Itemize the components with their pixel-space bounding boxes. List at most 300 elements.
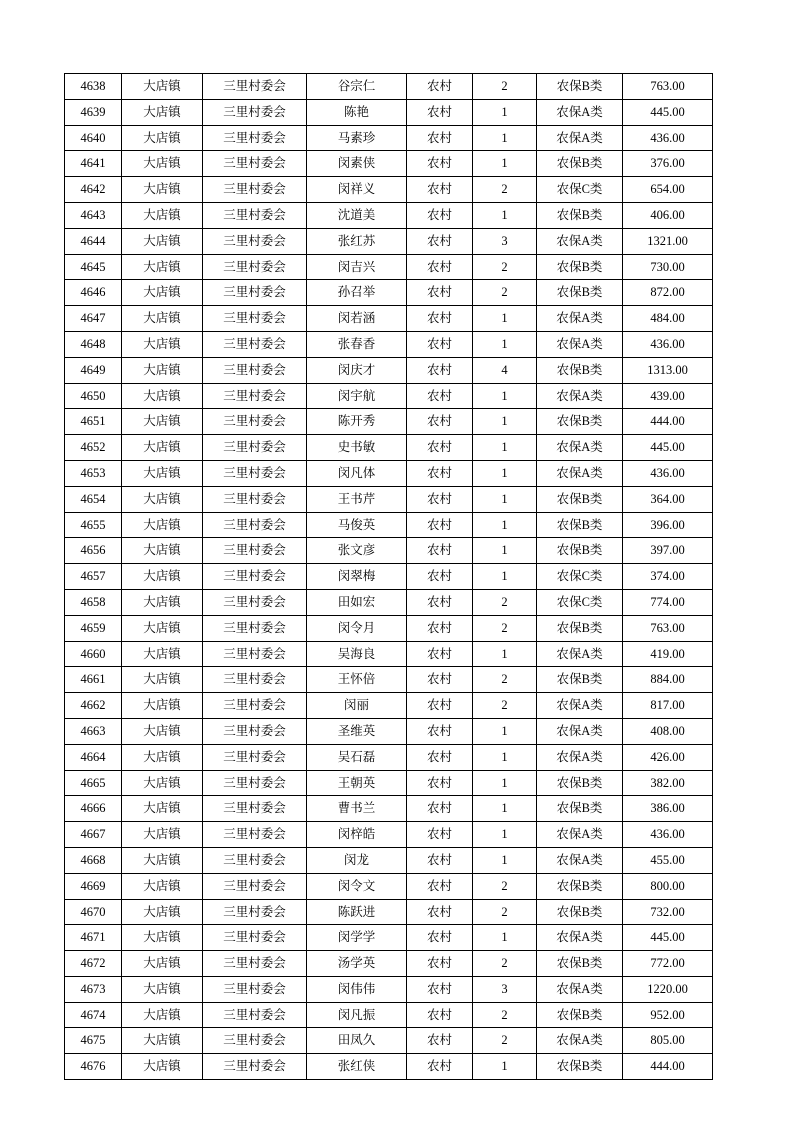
table-row: [65, 796, 713, 822]
table-row: [65, 641, 713, 667]
cell-town: 大店镇: [122, 74, 203, 100]
cell-village: 三里村委会: [203, 228, 307, 254]
cell-category: 农保A类: [537, 976, 623, 1002]
cell-count: 2: [473, 951, 537, 977]
cell-village: 三里村委会: [203, 873, 307, 899]
cell-village: 三里村委会: [203, 1054, 307, 1080]
cell-serial: 4659: [65, 615, 122, 641]
cell-residence: 农村: [407, 899, 473, 925]
cell-count: 2: [473, 177, 537, 203]
cell-serial: 4639: [65, 99, 122, 125]
table-row: [65, 435, 713, 461]
cell-residence: 农村: [407, 1002, 473, 1028]
cell-town: 大店镇: [122, 383, 203, 409]
cell-name: 圣维英: [307, 718, 407, 744]
table-row: [65, 228, 713, 254]
cell-count: 1: [473, 202, 537, 228]
cell-village: 三里村委会: [203, 1002, 307, 1028]
cell-amount: 419.00: [623, 641, 713, 667]
cell-serial: 4655: [65, 512, 122, 538]
cell-residence: 农村: [407, 770, 473, 796]
table-row: [65, 873, 713, 899]
cell-name: 田凤久: [307, 1028, 407, 1054]
cell-town: 大店镇: [122, 951, 203, 977]
cell-count: 1: [473, 331, 537, 357]
cell-amount: 436.00: [623, 125, 713, 151]
cell-village: 三里村委会: [203, 435, 307, 461]
cell-residence: 农村: [407, 822, 473, 848]
cell-category: 农保C类: [537, 177, 623, 203]
cell-village: 三里村委会: [203, 306, 307, 332]
cell-serial: 4648: [65, 331, 122, 357]
cell-name: 闵吉兴: [307, 254, 407, 280]
cell-amount: 436.00: [623, 460, 713, 486]
cell-residence: 农村: [407, 589, 473, 615]
table-row: [65, 589, 713, 615]
cell-residence: 农村: [407, 873, 473, 899]
cell-serial: 4644: [65, 228, 122, 254]
cell-count: 1: [473, 383, 537, 409]
cell-category: 农保B类: [537, 254, 623, 280]
cell-residence: 农村: [407, 74, 473, 100]
cell-village: 三里村委会: [203, 899, 307, 925]
cell-serial: 4640: [65, 125, 122, 151]
table-row: [65, 564, 713, 590]
cell-serial: 4665: [65, 770, 122, 796]
cell-count: 1: [473, 486, 537, 512]
cell-town: 大店镇: [122, 847, 203, 873]
cell-count: 2: [473, 667, 537, 693]
cell-serial: 4664: [65, 744, 122, 770]
cell-town: 大店镇: [122, 331, 203, 357]
cell-category: 农保B类: [537, 74, 623, 100]
cell-count: 3: [473, 228, 537, 254]
cell-amount: 1313.00: [623, 357, 713, 383]
cell-name: 田如宏: [307, 589, 407, 615]
cell-serial: 4674: [65, 1002, 122, 1028]
cell-count: 1: [473, 99, 537, 125]
cell-town: 大店镇: [122, 822, 203, 848]
table-row: [65, 125, 713, 151]
cell-village: 三里村委会: [203, 693, 307, 719]
cell-town: 大店镇: [122, 589, 203, 615]
cell-name: 闵梓皓: [307, 822, 407, 848]
cell-category: 农保B类: [537, 1002, 623, 1028]
cell-serial: 4676: [65, 1054, 122, 1080]
cell-amount: 364.00: [623, 486, 713, 512]
table-row: [65, 306, 713, 332]
cell-amount: 445.00: [623, 925, 713, 951]
cell-count: 1: [473, 770, 537, 796]
cell-count: 1: [473, 125, 537, 151]
cell-town: 大店镇: [122, 718, 203, 744]
cell-count: 1: [473, 744, 537, 770]
cell-name: 陈跃进: [307, 899, 407, 925]
cell-serial: 4647: [65, 306, 122, 332]
cell-category: 农保A类: [537, 718, 623, 744]
cell-category: 农保B类: [537, 667, 623, 693]
cell-name: 闵令文: [307, 873, 407, 899]
cell-residence: 农村: [407, 228, 473, 254]
cell-town: 大店镇: [122, 770, 203, 796]
cell-name: 闵凡体: [307, 460, 407, 486]
cell-serial: 4672: [65, 951, 122, 977]
cell-name: 吴石磊: [307, 744, 407, 770]
cell-serial: 4671: [65, 925, 122, 951]
cell-town: 大店镇: [122, 254, 203, 280]
cell-category: 农保B类: [537, 151, 623, 177]
cell-residence: 农村: [407, 667, 473, 693]
table-row: [65, 357, 713, 383]
cell-name: 曹书兰: [307, 796, 407, 822]
cell-village: 三里村委会: [203, 357, 307, 383]
cell-village: 三里村委会: [203, 125, 307, 151]
cell-town: 大店镇: [122, 564, 203, 590]
cell-category: 农保B类: [537, 280, 623, 306]
cell-name: 闵祥义: [307, 177, 407, 203]
cell-village: 三里村委会: [203, 280, 307, 306]
cell-category: 农保A类: [537, 331, 623, 357]
cell-category: 农保B类: [537, 796, 623, 822]
cell-village: 三里村委会: [203, 99, 307, 125]
cell-category: 农保A类: [537, 125, 623, 151]
cell-residence: 农村: [407, 512, 473, 538]
cell-category: 农保B类: [537, 202, 623, 228]
cell-town: 大店镇: [122, 486, 203, 512]
cell-name: 张春香: [307, 331, 407, 357]
cell-amount: 884.00: [623, 667, 713, 693]
cell-residence: 农村: [407, 435, 473, 461]
cell-name: 张红侠: [307, 1054, 407, 1080]
cell-town: 大店镇: [122, 306, 203, 332]
cell-count: 1: [473, 306, 537, 332]
cell-town: 大店镇: [122, 357, 203, 383]
cell-count: 2: [473, 1028, 537, 1054]
cell-serial: 4660: [65, 641, 122, 667]
cell-category: 农保A类: [537, 228, 623, 254]
cell-serial: 4666: [65, 796, 122, 822]
table-row: [65, 409, 713, 435]
cell-town: 大店镇: [122, 925, 203, 951]
cell-town: 大店镇: [122, 228, 203, 254]
table-row: [65, 718, 713, 744]
cell-village: 三里村委会: [203, 589, 307, 615]
cell-name: 马俊英: [307, 512, 407, 538]
cell-residence: 农村: [407, 744, 473, 770]
cell-amount: 730.00: [623, 254, 713, 280]
cell-name: 王怀倍: [307, 667, 407, 693]
cell-serial: 4656: [65, 538, 122, 564]
cell-amount: 805.00: [623, 1028, 713, 1054]
cell-town: 大店镇: [122, 1028, 203, 1054]
table-row: [65, 202, 713, 228]
cell-count: 2: [473, 873, 537, 899]
table-row: [65, 899, 713, 925]
cell-amount: 772.00: [623, 951, 713, 977]
table-row: [65, 331, 713, 357]
cell-residence: 农村: [407, 409, 473, 435]
table-row: [65, 383, 713, 409]
cell-residence: 农村: [407, 976, 473, 1002]
cell-residence: 农村: [407, 254, 473, 280]
cell-town: 大店镇: [122, 1054, 203, 1080]
cell-count: 1: [473, 641, 537, 667]
cell-count: 1: [473, 796, 537, 822]
cell-residence: 农村: [407, 538, 473, 564]
cell-amount: 872.00: [623, 280, 713, 306]
table-row: [65, 280, 713, 306]
cell-residence: 农村: [407, 847, 473, 873]
cell-name: 王书芹: [307, 486, 407, 512]
cell-count: 1: [473, 151, 537, 177]
cell-count: 2: [473, 280, 537, 306]
cell-town: 大店镇: [122, 538, 203, 564]
cell-amount: 382.00: [623, 770, 713, 796]
cell-village: 三里村委会: [203, 331, 307, 357]
table-row: [65, 74, 713, 100]
cell-amount: 376.00: [623, 151, 713, 177]
table-row: [65, 1054, 713, 1080]
cell-category: 农保A类: [537, 693, 623, 719]
cell-category: 农保B类: [537, 486, 623, 512]
cell-village: 三里村委会: [203, 460, 307, 486]
cell-serial: 4649: [65, 357, 122, 383]
cell-amount: 386.00: [623, 796, 713, 822]
table-row: [65, 976, 713, 1002]
cell-count: 1: [473, 564, 537, 590]
cell-name: 闵龙: [307, 847, 407, 873]
cell-serial: 4643: [65, 202, 122, 228]
cell-name: 吴海良: [307, 641, 407, 667]
cell-amount: 952.00: [623, 1002, 713, 1028]
cell-town: 大店镇: [122, 125, 203, 151]
cell-residence: 农村: [407, 177, 473, 203]
cell-category: 农保B类: [537, 770, 623, 796]
cell-village: 三里村委会: [203, 564, 307, 590]
cell-serial: 4642: [65, 177, 122, 203]
cell-category: 农保A类: [537, 641, 623, 667]
table-row: [65, 925, 713, 951]
cell-serial: 4641: [65, 151, 122, 177]
cell-category: 农保B类: [537, 1054, 623, 1080]
cell-count: 1: [473, 1054, 537, 1080]
cell-serial: 4646: [65, 280, 122, 306]
cell-name: 谷宗仁: [307, 74, 407, 100]
table-row: [65, 512, 713, 538]
cell-category: 农保A类: [537, 744, 623, 770]
cell-count: 1: [473, 718, 537, 744]
cell-residence: 农村: [407, 1028, 473, 1054]
cell-residence: 农村: [407, 331, 473, 357]
cell-village: 三里村委会: [203, 538, 307, 564]
cell-village: 三里村委会: [203, 254, 307, 280]
cell-serial: 4667: [65, 822, 122, 848]
cell-town: 大店镇: [122, 976, 203, 1002]
cell-village: 三里村委会: [203, 667, 307, 693]
cell-serial: 4663: [65, 718, 122, 744]
cell-count: 1: [473, 925, 537, 951]
cell-residence: 农村: [407, 280, 473, 306]
cell-category: 农保B类: [537, 538, 623, 564]
cell-residence: 农村: [407, 564, 473, 590]
cell-category: 农保A类: [537, 435, 623, 461]
cell-residence: 农村: [407, 125, 473, 151]
cell-residence: 农村: [407, 951, 473, 977]
cell-serial: 4652: [65, 435, 122, 461]
cell-category: 农保A类: [537, 383, 623, 409]
cell-count: 2: [473, 254, 537, 280]
cell-category: 农保A类: [537, 460, 623, 486]
cell-serial: 4661: [65, 667, 122, 693]
table-row: [65, 847, 713, 873]
cell-amount: 397.00: [623, 538, 713, 564]
cell-town: 大店镇: [122, 435, 203, 461]
table-row: [65, 1002, 713, 1028]
cell-amount: 774.00: [623, 589, 713, 615]
cell-category: 农保A类: [537, 822, 623, 848]
cell-count: 1: [473, 822, 537, 848]
cell-village: 三里村委会: [203, 718, 307, 744]
table-row: [65, 693, 713, 719]
cell-residence: 农村: [407, 1054, 473, 1080]
cell-amount: 444.00: [623, 1054, 713, 1080]
cell-village: 三里村委会: [203, 177, 307, 203]
cell-category: 农保B类: [537, 615, 623, 641]
cell-town: 大店镇: [122, 460, 203, 486]
cell-amount: 439.00: [623, 383, 713, 409]
cell-serial: 4673: [65, 976, 122, 1002]
cell-town: 大店镇: [122, 512, 203, 538]
cell-residence: 农村: [407, 460, 473, 486]
cell-count: 1: [473, 409, 537, 435]
table-row: [65, 1028, 713, 1054]
cell-serial: 4645: [65, 254, 122, 280]
table-row: [65, 770, 713, 796]
cell-serial: 4669: [65, 873, 122, 899]
cell-town: 大店镇: [122, 280, 203, 306]
cell-amount: 374.00: [623, 564, 713, 590]
cell-village: 三里村委会: [203, 847, 307, 873]
cell-serial: 4675: [65, 1028, 122, 1054]
cell-residence: 农村: [407, 796, 473, 822]
cell-residence: 农村: [407, 357, 473, 383]
cell-village: 三里村委会: [203, 202, 307, 228]
cell-category: 农保B类: [537, 357, 623, 383]
cell-residence: 农村: [407, 306, 473, 332]
cell-amount: 484.00: [623, 306, 713, 332]
cell-category: 农保B类: [537, 512, 623, 538]
cell-serial: 4650: [65, 383, 122, 409]
cell-name: 闵凡振: [307, 1002, 407, 1028]
cell-residence: 农村: [407, 99, 473, 125]
cell-count: 4: [473, 357, 537, 383]
cell-residence: 农村: [407, 486, 473, 512]
table-row: [65, 177, 713, 203]
cell-category: 农保B类: [537, 409, 623, 435]
cell-name: 闵若涵: [307, 306, 407, 332]
cell-village: 三里村委会: [203, 486, 307, 512]
cell-serial: 4638: [65, 74, 122, 100]
cell-village: 三里村委会: [203, 409, 307, 435]
table-row: [65, 822, 713, 848]
cell-amount: 406.00: [623, 202, 713, 228]
cell-village: 三里村委会: [203, 976, 307, 1002]
table-row: [65, 615, 713, 641]
cell-name: 闵丽: [307, 693, 407, 719]
cell-name: 闵令月: [307, 615, 407, 641]
subsidy-roster-table: [64, 73, 713, 1080]
cell-residence: 农村: [407, 383, 473, 409]
cell-amount: 800.00: [623, 873, 713, 899]
cell-amount: 445.00: [623, 435, 713, 461]
cell-village: 三里村委会: [203, 744, 307, 770]
cell-amount: 455.00: [623, 847, 713, 873]
cell-village: 三里村委会: [203, 512, 307, 538]
cell-count: 1: [473, 847, 537, 873]
cell-residence: 农村: [407, 202, 473, 228]
cell-amount: 444.00: [623, 409, 713, 435]
table-row: [65, 951, 713, 977]
cell-serial: 4653: [65, 460, 122, 486]
cell-residence: 农村: [407, 615, 473, 641]
cell-name: 陈艳: [307, 99, 407, 125]
cell-residence: 农村: [407, 718, 473, 744]
cell-name: 张文彦: [307, 538, 407, 564]
cell-village: 三里村委会: [203, 925, 307, 951]
cell-category: 农保B类: [537, 899, 623, 925]
cell-town: 大店镇: [122, 409, 203, 435]
cell-amount: 436.00: [623, 331, 713, 357]
cell-village: 三里村委会: [203, 951, 307, 977]
cell-amount: 763.00: [623, 74, 713, 100]
cell-name: 史书敏: [307, 435, 407, 461]
cell-category: 农保B类: [537, 873, 623, 899]
cell-name: 张红苏: [307, 228, 407, 254]
cell-serial: 4662: [65, 693, 122, 719]
table-row: [65, 151, 713, 177]
cell-count: 3: [473, 976, 537, 1002]
cell-name: 闵学学: [307, 925, 407, 951]
cell-town: 大店镇: [122, 1002, 203, 1028]
table-row: [65, 486, 713, 512]
cell-serial: 4668: [65, 847, 122, 873]
cell-name: 沈道美: [307, 202, 407, 228]
cell-residence: 农村: [407, 925, 473, 951]
cell-amount: 445.00: [623, 99, 713, 125]
cell-category: 农保C类: [537, 564, 623, 590]
table-row: [65, 538, 713, 564]
cell-amount: 1321.00: [623, 228, 713, 254]
cell-amount: 654.00: [623, 177, 713, 203]
cell-category: 农保A类: [537, 306, 623, 332]
cell-town: 大店镇: [122, 641, 203, 667]
cell-count: 2: [473, 899, 537, 925]
cell-category: 农保B类: [537, 951, 623, 977]
cell-village: 三里村委会: [203, 151, 307, 177]
cell-serial: 4657: [65, 564, 122, 590]
cell-amount: 436.00: [623, 822, 713, 848]
cell-amount: 763.00: [623, 615, 713, 641]
cell-residence: 农村: [407, 151, 473, 177]
cell-count: 2: [473, 1002, 537, 1028]
cell-village: 三里村委会: [203, 770, 307, 796]
cell-amount: 396.00: [623, 512, 713, 538]
cell-village: 三里村委会: [203, 383, 307, 409]
cell-count: 2: [473, 693, 537, 719]
cell-town: 大店镇: [122, 99, 203, 125]
cell-serial: 4658: [65, 589, 122, 615]
cell-count: 1: [473, 435, 537, 461]
